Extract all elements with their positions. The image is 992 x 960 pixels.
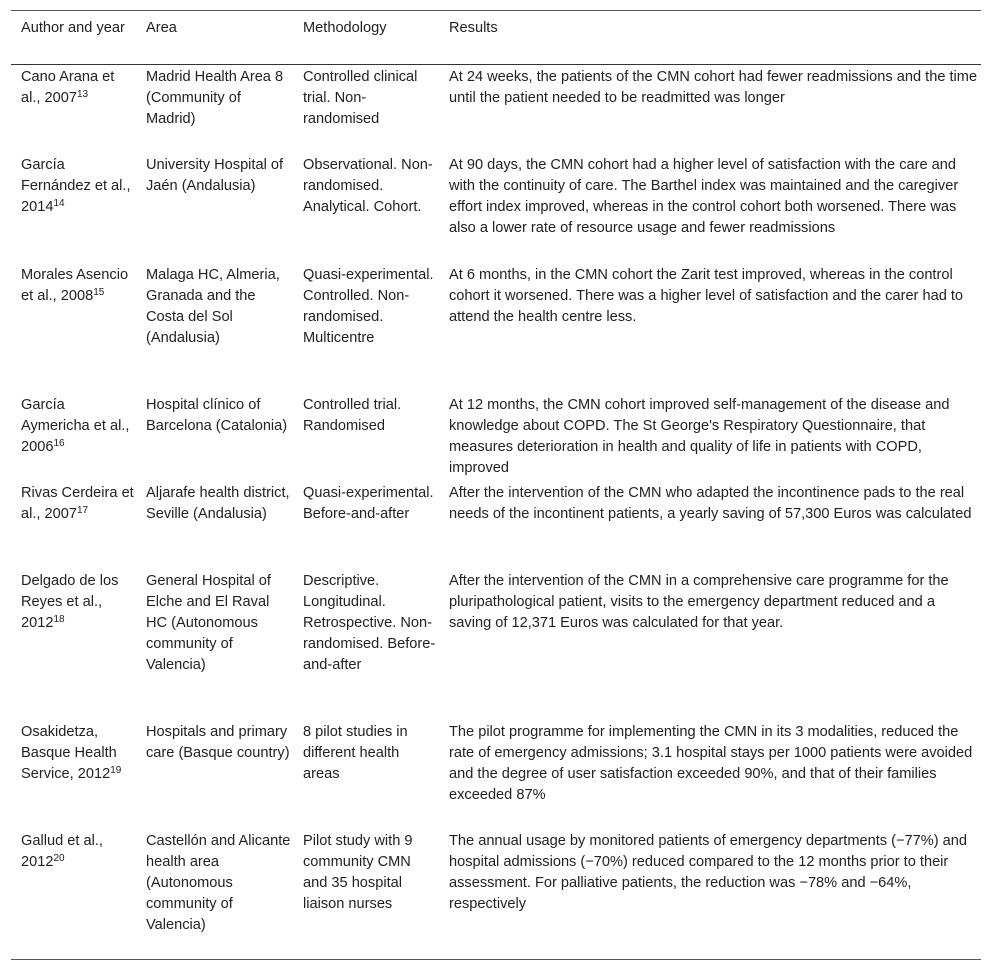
table-row	[11, 153, 981, 263]
methodology-cell: Descriptive. Longitudinal. Retrospective. Non-randomised. Before-and-after	[303, 573, 436, 673]
area-cell: Malaga HC, Almeria, Granada and the Costa del Sol (Andalusia)	[146, 267, 280, 346]
results-cell: At 90 days, the CMN cohort had a higher level of satisfaction with the care and with the continuity of care. The Barthel index was maintained and the caregiver effort index improved, whereas in the control cohort both worsened. There was also a lower rate of resource usage and fewer readmissions	[449, 157, 959, 236]
results-cell: After the intervention of the CMN who adapted the incontinence pads to the real needs of the incontinent patients, a yearly saving of 57,300 Euros was calculated	[449, 485, 972, 522]
author-cell: Delgado de los Reyes et al., 2012$^{18}$	[21, 573, 119, 631]
header-author-year: Author and year	[21, 20, 125, 36]
author-cell: Rivas Cerdeira et al., 2007$^{17}$	[21, 485, 134, 522]
area-cell: Castellón and Alicante health area (Autonomous community of Valencia)	[146, 833, 291, 933]
table-row	[11, 263, 981, 393]
table-row	[11, 569, 981, 720]
area-cell: Hospital clínico of Barcelona (Catalonia)	[146, 397, 288, 434]
results-table	[11, 10, 981, 960]
reference-number: 14	[53, 198, 65, 209]
table-header-row	[11, 11, 981, 65]
methodology-cell: 8 pilot studies in different health areas	[303, 724, 408, 782]
header-area: Area	[146, 20, 177, 36]
author-cell: García Aymericha et al., 2006$^{16}$	[21, 397, 130, 455]
results-cell: At 6 months, in the CMN cohort the Zarit test improved, whereas in the control cohort it worsened. There was a higher level of satisfaction and the carer had to attend the health centre less.	[449, 267, 964, 325]
author-cell: Morales Asencio et al., 2008$^{15}$	[21, 267, 129, 304]
area-cell: Hospitals and primary care (Basque country)	[146, 724, 290, 761]
methodology-cell: Observational. Non-randomised. Analytical. Cohort.	[303, 157, 433, 215]
results-cell: At 24 weeks, the patients of the CMN cohort had fewer readmissions and the time until the patient needed to be readmitted was longer	[449, 69, 978, 106]
reference-number: 17	[77, 505, 89, 516]
reference-number: 19	[110, 765, 122, 776]
reference-number: 20	[53, 853, 65, 864]
area-cell: Madrid Health Area 8 (Community of Madrid)	[146, 69, 284, 127]
table-row	[11, 65, 981, 153]
header-results: Results	[449, 20, 498, 36]
results-cell: After the intervention of the CMN in a comprehensive care programme for the pluripathological patient, visits to the emergency department reduced and a saving of 12,371 Euros was calculated for that year.	[449, 573, 949, 631]
header-methodology: Methodology	[303, 20, 387, 36]
table-row	[11, 720, 981, 829]
reference-number: 16	[53, 438, 65, 449]
area-cell: General Hospital of Elche and El Raval HC (Autonomous community of Valencia)	[146, 573, 271, 673]
results-cell: The annual usage by monitored patients of emergency departments (−77%) and hospital admissions (−70%) reduced compared to the 12 months prior to their assessment. For palliative patients, the reduction was −78% and −64%, respectively	[449, 833, 967, 912]
author-cell: Osakidetza, Basque Health Service, 2012$^{19}$	[21, 724, 122, 782]
reference-number: 13	[77, 89, 89, 100]
results-cell: The pilot programme for implementing the CMN in its 3 modalities, reduced the rate of emergency admissions; 3.1 hospital stays per 1000 patients were avoided and the degree of user satisfaction exceeded 90%, and that of their families exceeded 87%	[449, 724, 973, 803]
table-row	[11, 829, 981, 959]
reference-number: 18	[53, 614, 65, 625]
reference-number: 15	[93, 287, 105, 298]
author-cell: Cano Arana et al., 2007$^{13}$	[21, 69, 115, 106]
methodology-cell: Quasi-experimental. Controlled. Non-randomised. Multicentre	[303, 267, 434, 346]
author-cell: Gallud et al., 2012$^{20}$	[21, 833, 103, 870]
methodology-cell: Quasi-experimental. Before-and-after	[303, 485, 434, 522]
methodology-cell: Controlled trial. Randomised	[303, 397, 402, 434]
area-cell: University Hospital of Jaén (Andalusia)	[146, 157, 284, 194]
author-cell: García Fernández et al., 2014$^{14}$	[21, 157, 131, 215]
area-cell: Aljarafe health district, Seville (Andalusia)	[146, 485, 290, 522]
table-row	[11, 393, 981, 481]
table-row	[11, 481, 981, 569]
methodology-cell: Pilot study with 9 community CMN and 35 hospital liaison nurses	[303, 833, 413, 912]
results-cell: At 12 months, the CMN cohort improved self-management of the disease and knowledge about COPD. The St George's Respiratory Questionnaire, that measures deterioration in health and quality of life in patients with COPD, improved	[449, 397, 950, 476]
methodology-cell: Controlled clinical trial. Non-randomised	[303, 69, 418, 127]
